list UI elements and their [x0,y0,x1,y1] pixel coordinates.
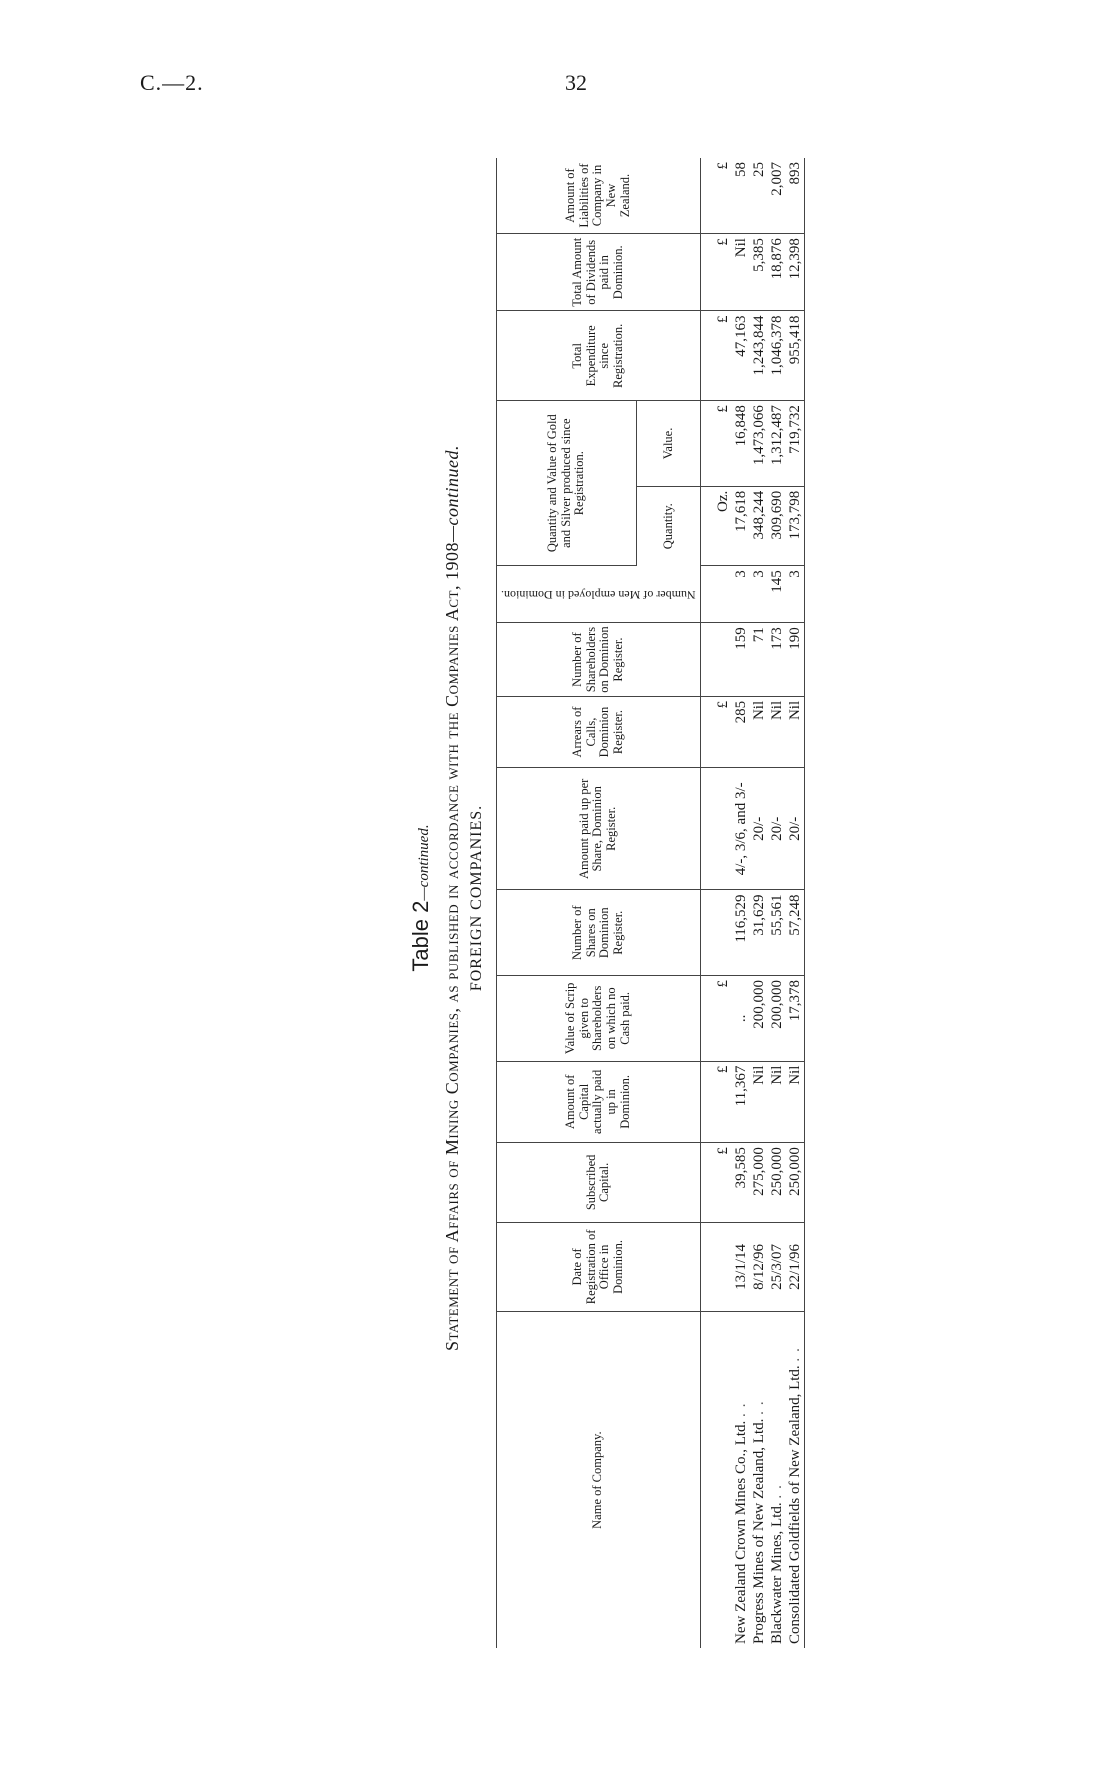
dot-leader: .. [768,1479,785,1499]
cell-dividends: 12,398 [786,234,805,311]
statement-title-text: Statement of Affairs of Mining Companies, as published in accordance with the Companies Act, 1908 [442,542,462,1352]
cell-shares: 57,248 [786,890,805,976]
unit-name [700,1312,732,1648]
unit-arrears: £ [700,696,732,767]
unit-quantity: Oz. [700,486,732,565]
cell-paid-up: 11,367 [732,1061,750,1143]
cell-dividends: Nil [732,234,750,311]
table-row [732,158,750,1648]
cell-scrip: 200,000 [768,976,786,1062]
cell-per-share: 20/- [750,768,768,890]
unit-men [700,566,732,623]
cell-scrip: 200,000 [750,976,768,1062]
unit-value: £ [700,401,732,487]
company-name-text: New Zealand Crown Mines Co., Ltd. [732,1420,749,1644]
cell-expenditure: 47,163 [732,311,750,401]
table-row [750,158,768,1648]
cell-paid-up: Nil [750,1061,768,1143]
table-title-suffix: —continued. [416,824,432,901]
table-title-text: Table 2 [408,900,433,972]
cell-scrip: 17,378 [786,976,805,1062]
section-subtitle: FOREIGN COMPANIES. [468,804,485,992]
cell-arrears: 285 [732,696,750,767]
cell-arrears: Nil [750,696,768,767]
cell-expenditure: 955,418 [786,311,805,401]
cell-subscribed: 39,585 [732,1143,750,1222]
cell-men: 145 [768,566,786,623]
cell-subscribed: 250,000 [786,1143,805,1222]
unit-scrip: £ [700,976,732,1062]
header-paid-up: Amount of Capital actually paid up in Dominion. [497,1061,701,1143]
page-reference: C.—2. [140,70,204,95]
cell-expenditure: 1,046,378 [768,311,786,401]
cell-paid-up: Nil [768,1061,786,1143]
header-name: Name of Company. [497,1312,701,1648]
header-value: Value. [637,401,700,487]
cell-per-share: 20/- [786,768,805,890]
unit-expenditure: £ [700,311,732,401]
cell-per-share: 20/- [768,768,786,890]
cell-per-share: 4/-, 3/6, and 3/- [732,768,750,890]
header-shares: Number of Shares on Dominion Register. [497,890,701,976]
cell-date: 13/1/14 [732,1222,750,1312]
cell-subscribed: 275,000 [750,1143,768,1222]
cell-arrears: Nil [786,696,805,767]
unit-per-share [700,768,732,890]
header-scrip: Value of Scrip given to Shareholders on which no Cash paid. [497,976,701,1062]
header-row-1 [497,158,637,1648]
cell-liabilities: 893 [786,158,805,234]
dot-leader: .. [750,1395,767,1415]
company-name [732,1312,750,1648]
unit-shareholders [700,623,732,697]
cell-shareholders: 173 [768,623,786,697]
cell-scrip: .. [732,976,750,1062]
cell-shareholders: 71 [750,623,768,697]
header-arrears: Arrears of Calls, Dominion Register. [497,696,701,767]
table-row [786,158,805,1648]
cell-quantity: 17,618 [732,486,750,565]
affairs-table [496,158,805,1648]
cell-shares: 55,561 [768,890,786,976]
header-date: Date of Registration of Office in Dominion. [497,1222,701,1312]
dot-leader: .. [786,1342,803,1362]
cell-paid-up: Nil [786,1061,805,1143]
unit-shares [700,890,732,976]
cell-subscribed: 250,000 [768,1143,786,1222]
page-number: 32 [565,70,587,95]
header-shareholders: Number of Shareholders on Dominion Register. [497,623,701,697]
statement-title [442,108,463,1688]
cell-shares: 31,629 [750,890,768,976]
cell-date: 22/1/96 [786,1222,805,1312]
header-gold-group: Quantity and Value of Gold and Silver produced since Registration. [497,401,637,566]
company-name-text: Consolidated Goldfields of New Zealand, Ltd. [786,1365,803,1644]
unit-subscribed: £ [700,1143,732,1222]
unit-paid-up: £ [700,1061,732,1143]
header-dividends: Total Amount of Dividends paid in Dominion. [497,234,701,311]
statement-title-suffix: —continued. [442,445,462,542]
cell-liabilities: 25 [750,158,768,234]
cell-men: 3 [750,566,768,623]
cell-dividends: 5,385 [750,234,768,311]
units-row [700,158,732,1648]
cell-value: 16,848 [732,401,750,487]
cell-date: 25/3/07 [768,1222,786,1312]
cell-dividends: 18,876 [768,234,786,311]
cell-liabilities: 2,007 [768,158,786,234]
header-subscribed: Subscribed Capital. [497,1143,701,1222]
cell-value: 1,312,487 [768,401,786,487]
unit-date [700,1222,732,1312]
header-men [497,566,701,623]
company-name [786,1312,805,1648]
company-name [750,1312,768,1648]
unit-liabilities: £ [700,158,732,234]
header-expenditure: Total Expenditure since Registration. [497,311,701,401]
company-name-text: Blackwater Mines, Ltd. [768,1502,785,1644]
unit-dividends: £ [700,234,732,311]
cell-quantity: 309,690 [768,486,786,565]
rotated-table-block [380,108,1114,1688]
table-title [408,108,434,1688]
cell-arrears: Nil [768,696,786,767]
cell-date: 8/12/96 [750,1222,768,1312]
header-quantity: Quantity. [637,486,700,565]
cell-quantity: 173,798 [786,486,805,565]
cell-value: 1,473,066 [750,401,768,487]
cell-quantity: 348,244 [750,486,768,565]
cell-value: 719,732 [786,401,805,487]
cell-shares: 116,529 [732,890,750,976]
cell-men: 3 [786,566,805,623]
header-liabilities: Amount of Liabilities of Company in New Zealand. [497,158,701,234]
cell-expenditure: 1,243,844 [750,311,768,401]
cell-liabilities: 58 [732,158,750,234]
cell-men: 3 [732,566,750,623]
company-name-text: Progress Mines of New Zealand, Ltd. [750,1418,767,1644]
company-name [768,1312,786,1648]
table-row [768,158,786,1648]
cell-shareholders: 190 [786,623,805,697]
dot-leader: .. [732,1397,749,1417]
header-men-text: Number of Men employed in Dominion. [501,587,696,602]
header-per-share: Amount paid up per Share, Dominion Register. [497,768,701,890]
cell-shareholders: 159 [732,623,750,697]
